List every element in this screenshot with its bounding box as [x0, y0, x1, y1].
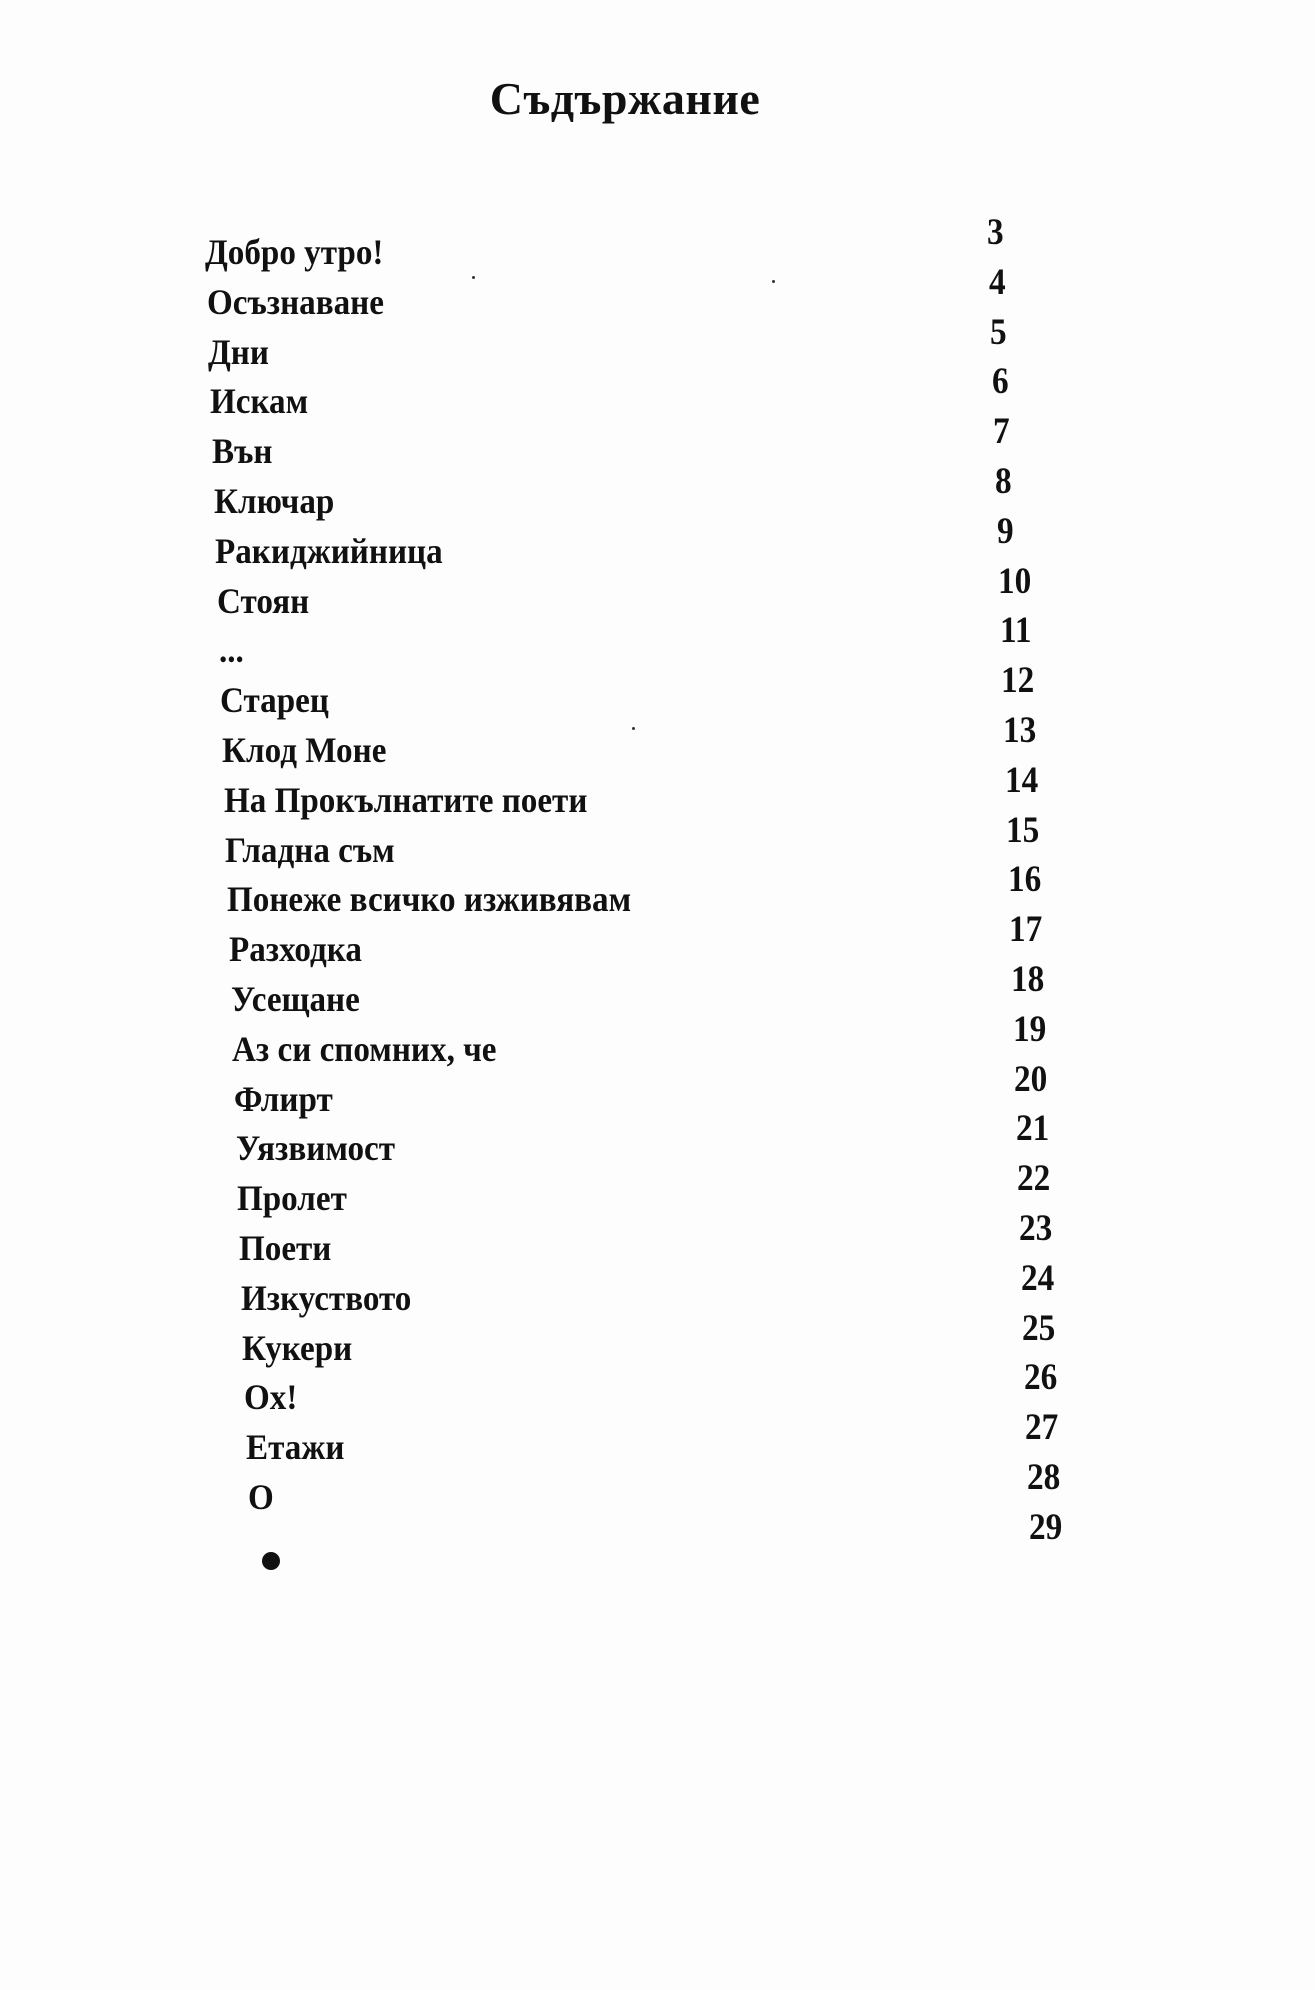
toc-entry-page: 5 — [990, 311, 1007, 353]
toc-entry-page: 23 — [1019, 1208, 1053, 1249]
toc-entry-title: О — [247, 1477, 274, 1517]
toc-entry-title: Клод Моне — [222, 730, 387, 770]
toc-entry-page: 22 — [1017, 1158, 1051, 1200]
toc-entry-page: 29 — [1028, 1506, 1062, 1548]
toc-entry-page: 27 — [1025, 1407, 1059, 1449]
toc-entry-title: Аз си спомних, че — [232, 1028, 497, 1069]
toc-entry-page: 11 — [999, 610, 1032, 652]
toc-entry-title: Осъзнаване — [206, 281, 384, 322]
toc-entry-page: 10 — [998, 560, 1032, 602]
toc-entry-title: Ракиджийница — [215, 530, 443, 571]
toc-entry-page: 4 — [988, 261, 1006, 303]
toc-entry-page: 15 — [1006, 809, 1040, 851]
toc-entry-title: Изкуството — [240, 1277, 412, 1318]
toc-entry-page: 21 — [1015, 1108, 1050, 1150]
toc-entry-page: 18 — [1011, 959, 1045, 1000]
toc-entry-title: Дни — [208, 331, 270, 372]
toc-entry-page: 17 — [1009, 909, 1043, 951]
toc-entry-page: 20 — [1014, 1058, 1048, 1100]
toc-entry-page: 25 — [1022, 1307, 1056, 1349]
toc-entry-page: 19 — [1012, 1008, 1046, 1050]
toc-entry-page: 26 — [1023, 1357, 1058, 1399]
toc-entry-title: Добро утро! — [205, 232, 384, 272]
toc-entry-page: 7 — [993, 411, 1011, 453]
toc-entry-title: ... — [218, 630, 244, 671]
toc-entry-page: 6 — [991, 361, 1009, 403]
bullet-mark — [262, 1552, 280, 1570]
toc-entry-page: 24 — [1020, 1257, 1054, 1299]
toc-entry-page: 12 — [1001, 660, 1035, 702]
toc-entry-title: Понеже всичко изживявам — [227, 879, 632, 920]
toc-entry-title: На Прокълнатите поети — [223, 779, 588, 820]
toc-entry-title: Етажи — [245, 1427, 345, 1468]
scan-speck — [632, 727, 635, 730]
toc-entry-page: 14 — [1004, 759, 1038, 801]
toc-entry-title: Стоян — [216, 580, 310, 621]
toc-entry-title: Вън — [211, 431, 273, 472]
toc-entry-page: 13 — [1003, 710, 1037, 751]
toc-entry-title: Флирт — [233, 1078, 333, 1119]
toc-entry-title: Пролет — [237, 1178, 348, 1219]
scan-speck — [472, 276, 475, 279]
toc-entry-title: Ключар — [213, 481, 334, 521]
toc-entry-title: Гладна съм — [225, 829, 396, 870]
toc-entry-title: Поети — [239, 1228, 332, 1268]
toc-entry-page: 8 — [995, 461, 1012, 502]
toc-entry-title: Кукери — [242, 1327, 353, 1368]
page-title: Съдържание — [489, 73, 761, 124]
toc-entry-title: Уязвимост — [235, 1128, 395, 1169]
toc-entry-title: Разходка — [228, 929, 362, 970]
toc-entry-title: Старец — [220, 680, 330, 721]
toc-entry-title: Усещане — [230, 979, 360, 1019]
toc-entry-title: Искам — [210, 381, 309, 422]
toc-entry-page: 16 — [1007, 859, 1042, 901]
toc-entry-title: Ох! — [244, 1377, 298, 1418]
toc-entry-page: 9 — [996, 510, 1014, 552]
scan-speck — [772, 280, 775, 283]
toc-entry-page: 28 — [1027, 1457, 1061, 1498]
toc-entry-page: 3 — [987, 212, 1004, 253]
